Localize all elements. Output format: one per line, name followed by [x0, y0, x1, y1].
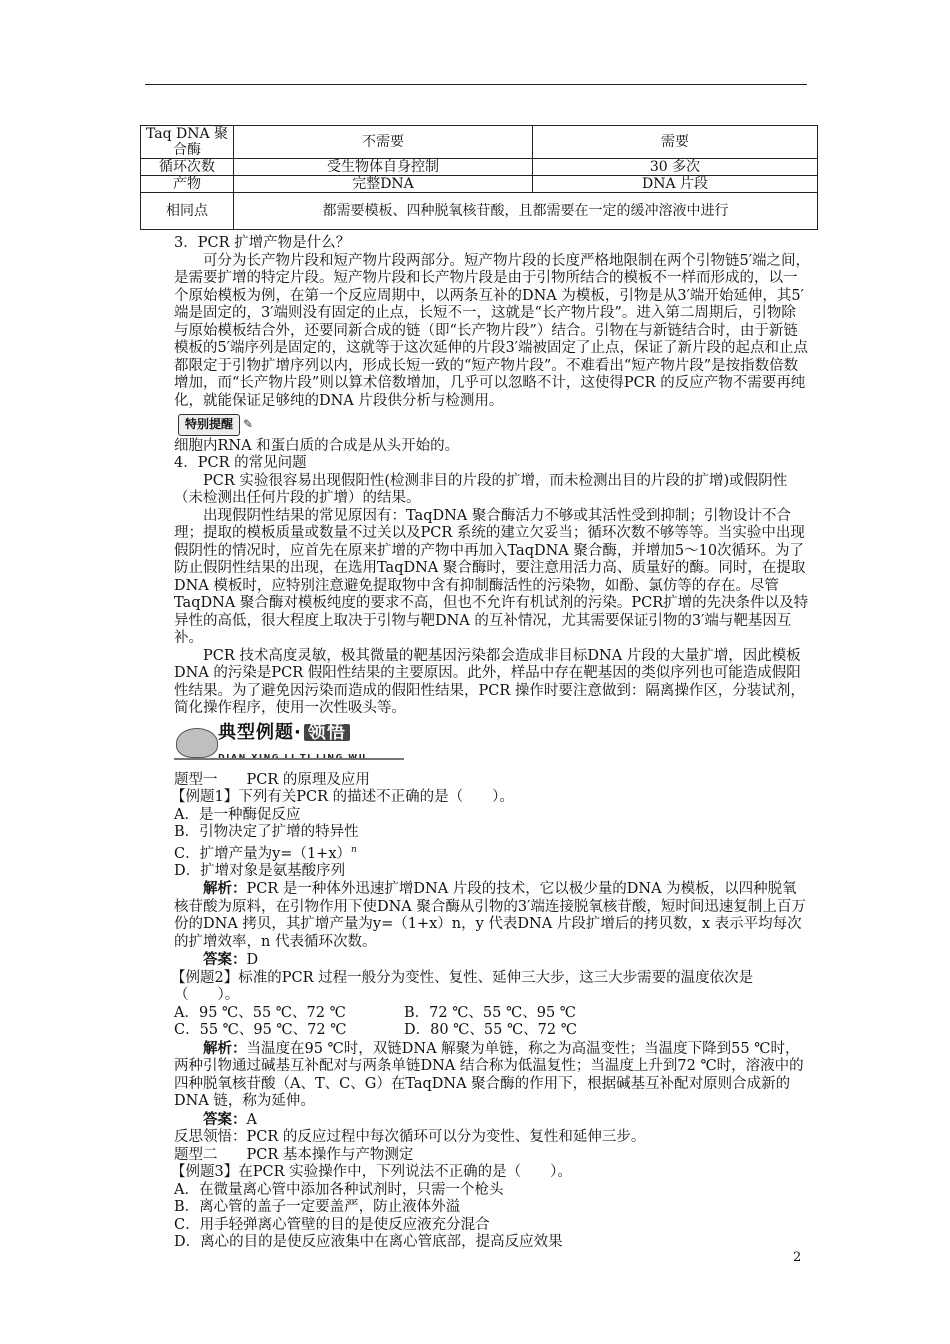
- reflection: 反思领悟：PCR 的反应过程中每次循环可以分为变性、复性和延伸三步。: [174, 1129, 646, 1146]
- question-stem: 【例题2】标准的PCR 过程一般分为变性、复性、延伸三大步，这三大步需要的温度依次是（ ）。: [171, 969, 754, 1004]
- header-rule: [145, 84, 807, 85]
- teacup-icon: [176, 728, 218, 758]
- special-note-badge: 特别提醒: [178, 414, 240, 436]
- option: A．在微量离心管中添加各种试剂时，只需一个枪头: [174, 1181, 504, 1198]
- page-body: [171, 235, 811, 1252]
- table-cell: 需要: [533, 126, 818, 159]
- table-cell: 相同点: [141, 193, 234, 230]
- answer: 答案：A: [203, 1110, 257, 1128]
- table-cell: 受生物体自身控制: [234, 159, 533, 176]
- table-row: [141, 193, 818, 230]
- table-cell: 产物: [141, 176, 234, 193]
- question-type-heading: 题型一 PCR 的原理及应用: [174, 771, 370, 788]
- option-row: A．95 ℃、55 ℃、72 ℃ B．72 ℃、55 ℃、95 ℃: [174, 1004, 576, 1021]
- option-row: C．55 ℃、95 ℃、72 ℃ D．80 ℃、55 ℃、72 ℃: [174, 1022, 577, 1039]
- option: D．离心的目的是使反应液集中在离心管底部，提高反应效果: [174, 1234, 563, 1251]
- question-type-heading: 题型二 PCR 基本操作与产物测定: [174, 1146, 414, 1163]
- section-heading: 3．PCR 扩增产物是什么？: [174, 235, 351, 251]
- table-cell: Taq DNA 聚 合酶: [141, 126, 234, 159]
- banner-tag: 领悟: [304, 724, 350, 742]
- formula-exponent: n: [351, 844, 357, 855]
- table-cell: 都需要模板、四种脱氧核苷酸，且都需要在一定的缓冲溶液中进行: [234, 193, 818, 230]
- paragraph: 可分为长产物片段和短产物片段两部分。短产物片段的长度严格地限制在两个引物链5′端之间，是需要扩增的特定片段。短产物片段和长产物片段是由于引物所结合的模板不一样而形成的，以一个原始模板为例，在第一个反应周期中，以两条互补的DNA 为模板，引物是从3′端开始延伸，其5′端是固定的，3′端则没有固定的止点，长短不一，这就是“长产物片段”。进入第二周期后，引物除与原始模板结合外，还要同新合成的链（即“长产物片段”）结合。引物在与新链结合时，由于新链模板的5′端序列是固定的，这就等于这次延伸的片段3′端被固定了止点，保证了新片段的起点和止点都限定于引物扩增序列以内，形成长短一致的“短产物片段”。不难看出“短产物片段”是按指数倍数增加，而“长产物片段”则以算术倍数增加，几乎可以忽略不计，这使得PCR 的反应产物不需要再纯化，就能保证足够纯的DNA 片段供分析与检测用。: [174, 252, 811, 409]
- page-number: 2: [793, 1250, 802, 1265]
- tip-badge-row: [174, 410, 810, 438]
- analysis: 解析：当温度在95 ℃时，双链DNA 解聚为单链，称之为高温变性；当温度下降到55 ℃时，两种引物通过碱基互补配对与两条单链DNA 结合称为低温复性；当温度上升到72 ℃时，溶液中的四种脱氧核苷酸（A、T、C、G）在TaqDNA 聚合酶的作用下，根据碱基互补配对原则合成新的DNA 链，称为延伸。: [174, 1039, 804, 1110]
- option: D．扩增对象是氨基酸序列: [174, 862, 346, 879]
- option: B．离心管的盖子一定要盖严，防止液体外溢: [174, 1199, 461, 1216]
- examples-banner: [174, 722, 810, 768]
- option: B．引物决定了扩增的特异性: [174, 824, 359, 840]
- option: C．用手轻弹离心管壁的目的是使反应液充分混合: [174, 1216, 490, 1233]
- paragraph: PCR 实验很容易出现假阳性(检测非目的片段的扩增，而未检测出目的片段的扩增)或假阴性（未检测出任何片段的扩增）的结果。: [174, 472, 788, 506]
- question-stem: 【例题3】在PCR 实验操作中，下列说法不正确的是（ ）。: [171, 1164, 572, 1181]
- table-cell: 完整DNA: [234, 176, 533, 193]
- table-cell: 不需要: [234, 126, 533, 159]
- table-cell: 30 多次: [533, 159, 818, 176]
- table-row: [141, 126, 818, 159]
- option: A．是一种酶促反应: [174, 806, 301, 823]
- comparison-table: [140, 125, 818, 230]
- section-heading: 4．PCR 的常见问题: [174, 455, 307, 471]
- table-row: [141, 176, 818, 193]
- paragraph: 出现假阴性结果的常见原因有：TaqDNA 聚合酶活力不够或其活性受到抑制；引物设计不合理；提取的模板质量或数量不过关以及PCR 系统的建立欠妥当；循环次数不够等等。当实验中出现假阴性的情况时，应首先在原来扩增的产物中再加入TaqDNA 聚合酶，并增加5～10次循环。为了防止假阴性结果的出现，在选用TaqDNA 聚合酶时，要注意用活力高、质量好的酶。同时，在提取DNA 模板时，应特别注意避免提取物中含有抑制酶活性的污染物，如酚、氯仿等的存在。尽管TaqDNA 聚合酶对模板纯度的要求不高，但也不允许有机试剂的污染。PCR扩增的先决条件以及特异性的高低，很大程度上取决于引物与靶DNA 的互补情况，尤其需要保证引物的3′端与靶基因互补。: [174, 507, 809, 646]
- paragraph: PCR 技术高度灵敏，极其微量的靶基因污染都会造成非目标DNA 片段的大量扩增，因此模板DNA 的污染是PCR 假阳性结果的主要原因。此外，样品中存在靶基因的类似序列也可能造成假阳性结果。为了避免因污染而造成的假阳性结果，PCR 操作时要注意做到：隔离操作区，分装试剂，简化操作程序，使用一次性吸头等。: [174, 647, 805, 716]
- table-cell: DNA 片段: [533, 176, 818, 193]
- analysis: 解析：PCR 是一种体外迅速扩增DNA 片段的技术，它以极少量的DNA 为模板，以四种脱氧核苷酸为原料，在引物作用下使DNA 聚合酶从引物的3′端连接脱氧核苷酸，短时间迅速复制上百万份的DNA 拷贝，其扩增产量为y=（1+x）n，y 代表DNA 片段扩增后的拷贝数，x 表示平均每次的扩增效率，n 代表循环次数。: [174, 880, 806, 950]
- formula: y=（1+x）: [272, 845, 352, 862]
- answer: 答案：D: [203, 951, 259, 969]
- table-row: [141, 159, 818, 176]
- question-stem: 【例题1】下列有关PCR 的描述不正确的是（ ）。: [171, 789, 514, 805]
- banner-rule: [174, 758, 404, 760]
- banner-title: 典型例题· 领悟: [218, 724, 350, 742]
- tip-text: 细胞内RNA 和蛋白质的合成是从头开始的。: [174, 437, 460, 454]
- pen-icon: ✎: [243, 417, 254, 431]
- option: C．扩增产量为$y=(1+x)^n$: [174, 844, 357, 862]
- table-cell: 循环次数: [141, 159, 234, 176]
